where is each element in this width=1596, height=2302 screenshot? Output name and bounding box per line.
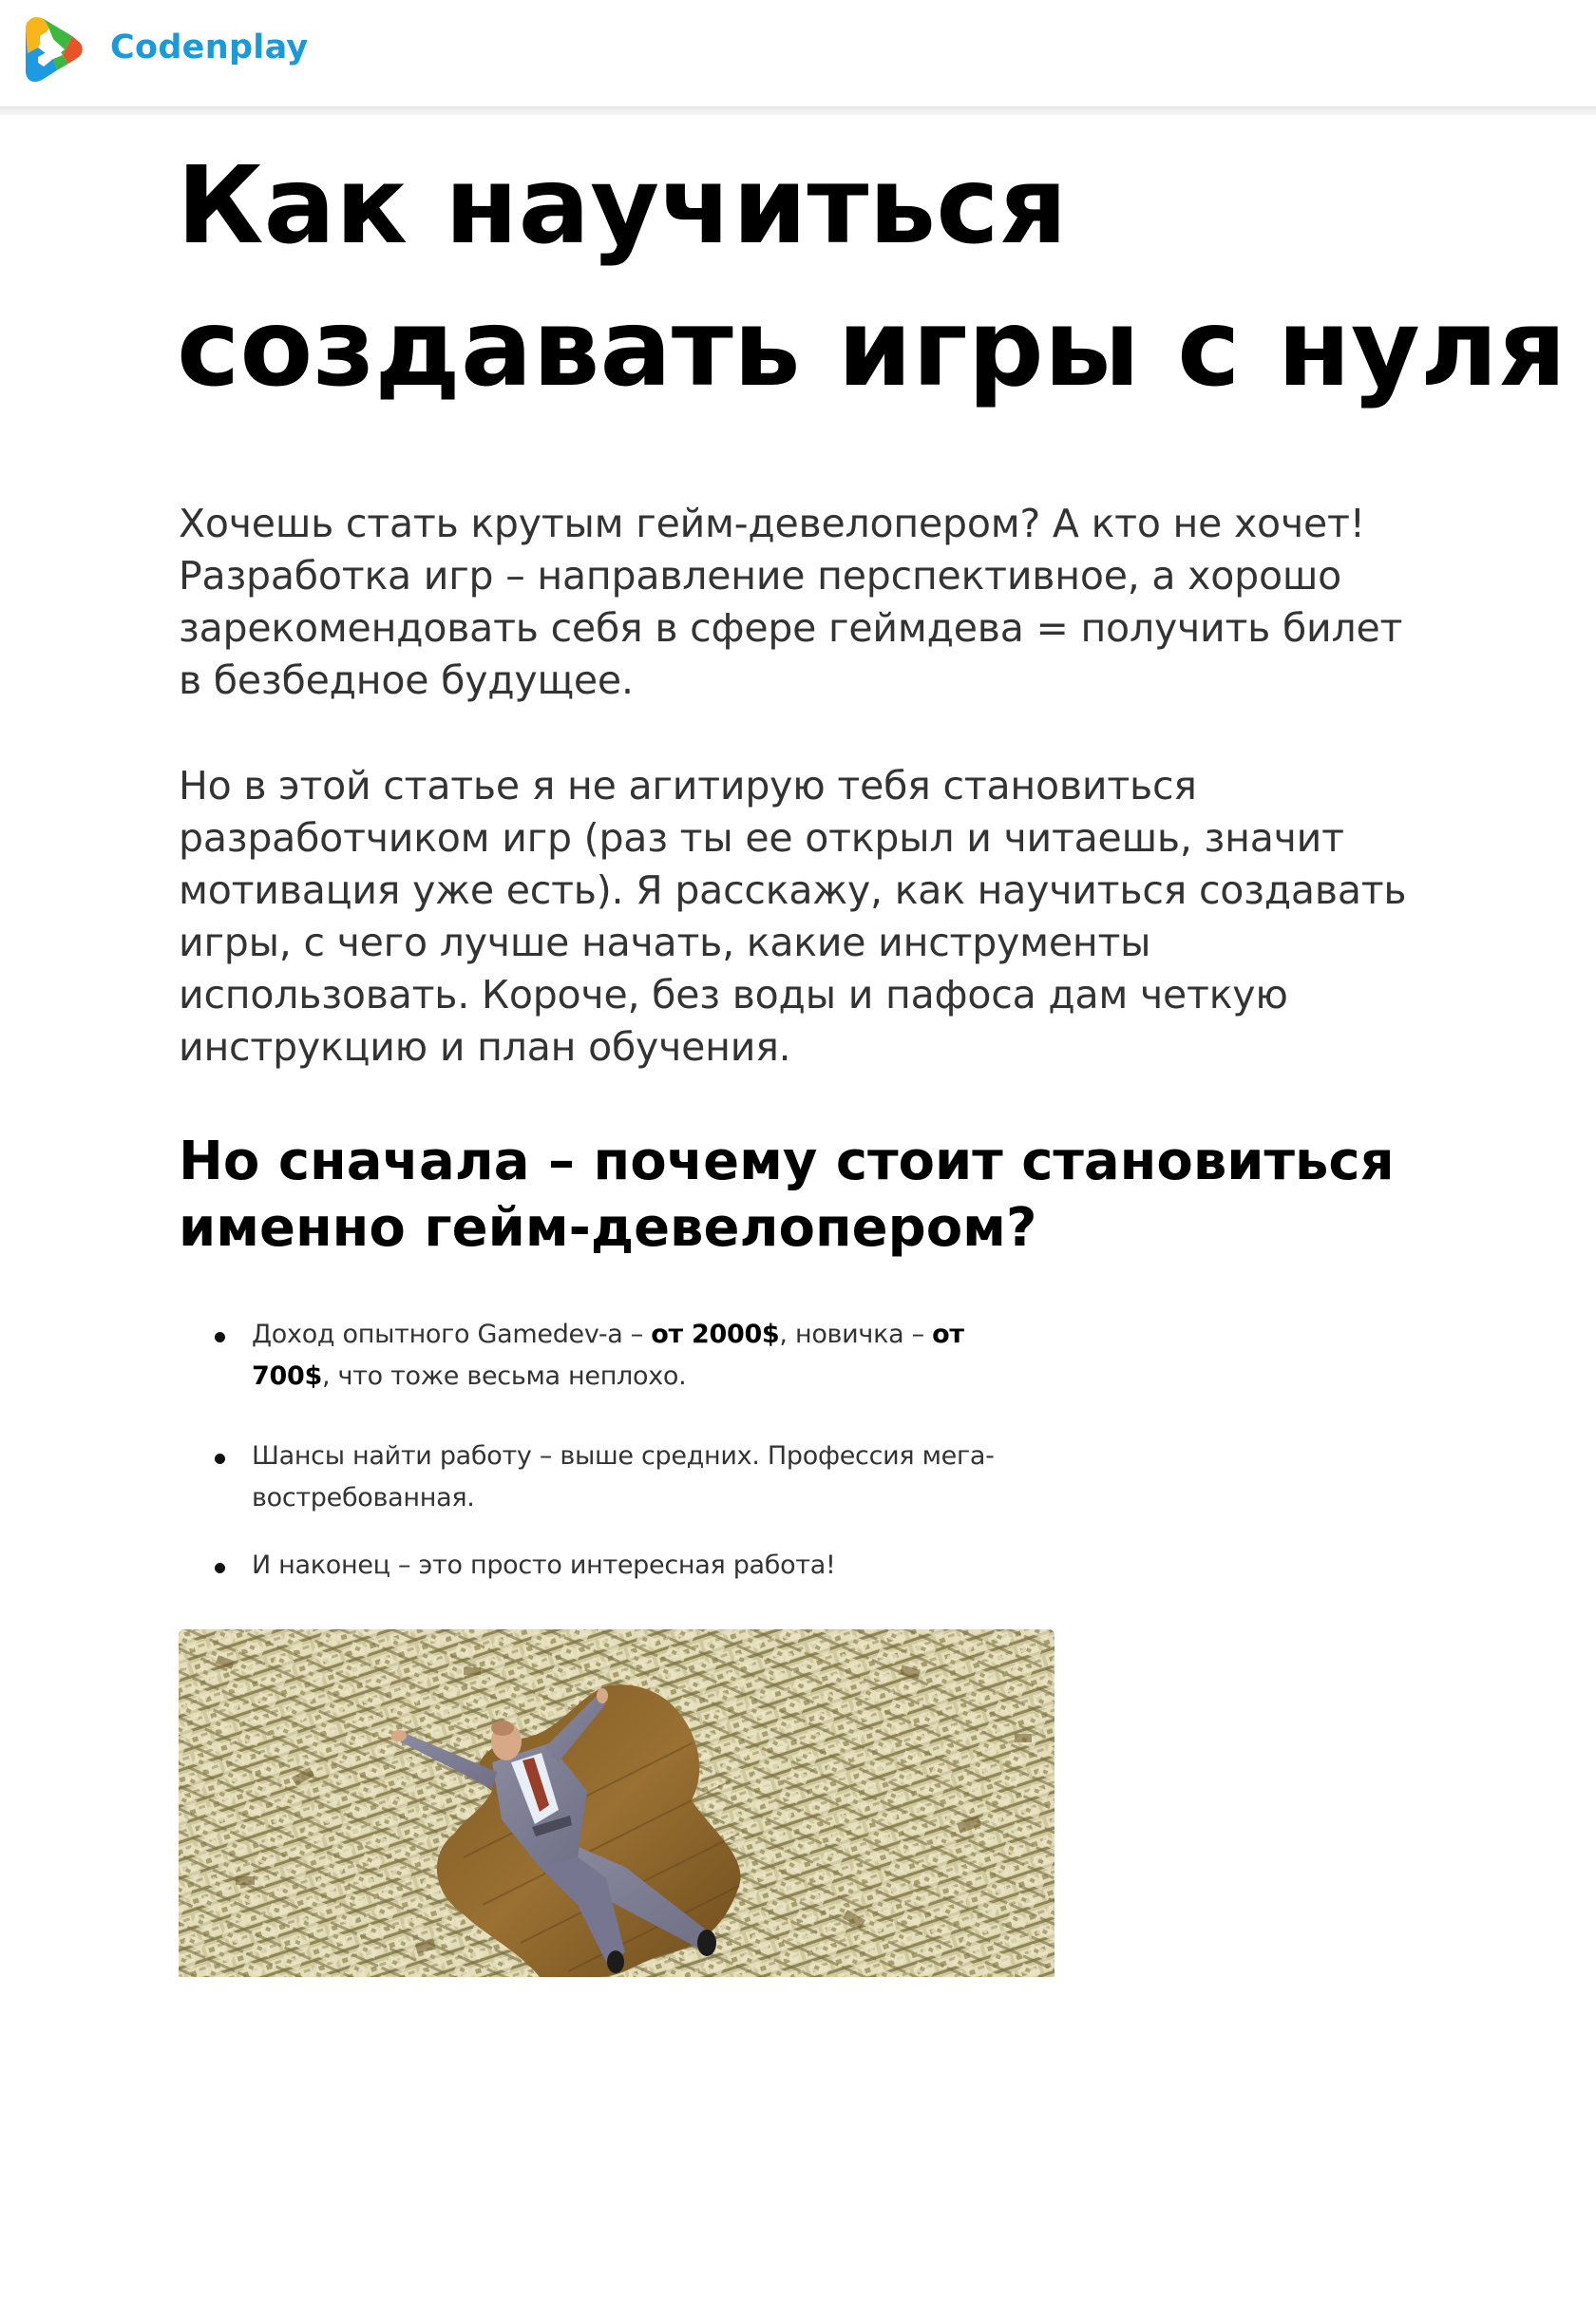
list-item-line: И наконец – это просто интересная работа! (252, 1551, 836, 1580)
money-illustration-image (179, 1629, 1054, 1977)
income-text: , что тоже весьма неплохо. (321, 1361, 687, 1391)
title-line-1: Как научиться (177, 144, 1068, 268)
list-item-text (252, 1436, 995, 1519)
section-heading (179, 1129, 1395, 1262)
income-text: , новичка – (779, 1320, 933, 1349)
list-item-text (252, 1545, 836, 1587)
second-paragraph (179, 760, 1406, 1074)
paragraph-line: игры, с чего лучше начать, какие инструменты (179, 920, 1151, 965)
article-title (177, 135, 1567, 420)
income-beginner-prefix: от (932, 1320, 964, 1349)
paragraph-line: Хочешь стать крутым гейм-девелопером? А кто не хочет! (179, 501, 1365, 546)
intro-paragraph (179, 498, 1402, 707)
income-beginner: 700$ (252, 1361, 322, 1391)
paragraph-line: использовать. Короче, без воды и пафоса дам четкую (179, 972, 1288, 1018)
paragraph-line: зарекомендовать себя в сфере геймдева = получить билет (179, 605, 1403, 651)
bullet-icon (215, 1332, 225, 1342)
paragraph-line: инструкцию и план обучения. (179, 1024, 791, 1070)
play-triangle-logo-icon (19, 15, 86, 86)
paragraph-line: мотивация уже есть). Я расскажу, как научиться создавать (179, 867, 1407, 913)
list-item-line: Шансы найти работу – выше средних. Профессия мега- (252, 1441, 995, 1471)
paragraph-line: разработчиком игр (раз ты ее открыл и читаешь, значит (179, 815, 1344, 861)
income-text: Доход опытного Gamedev-а – (252, 1320, 652, 1349)
income-experienced: от 2000$ (651, 1320, 780, 1349)
bullet-icon (215, 1454, 225, 1464)
heading-line-1: Но сначала – почему стоит становиться (179, 1131, 1395, 1192)
bullet-icon (215, 1563, 225, 1573)
heading-line-2: именно гейм-девелопером? (179, 1197, 1037, 1259)
brand-name: Codenplay (110, 29, 309, 67)
header-divider (0, 106, 1596, 115)
list-item-line (252, 1356, 964, 1398)
list-item-line (252, 1314, 964, 1356)
paragraph-line: Но в этой статье я не агитирую тебя становиться (179, 763, 1197, 809)
paragraph-line: Разработка игр – направление перспективное, а хорошо (179, 553, 1342, 599)
title-line-2: создавать игры с нуля (177, 287, 1567, 410)
list-item-text (252, 1314, 964, 1398)
site-header (0, 0, 1596, 106)
paragraph-line: в безбедное будущее. (179, 657, 634, 703)
list-item-line: востребованная. (252, 1483, 475, 1512)
